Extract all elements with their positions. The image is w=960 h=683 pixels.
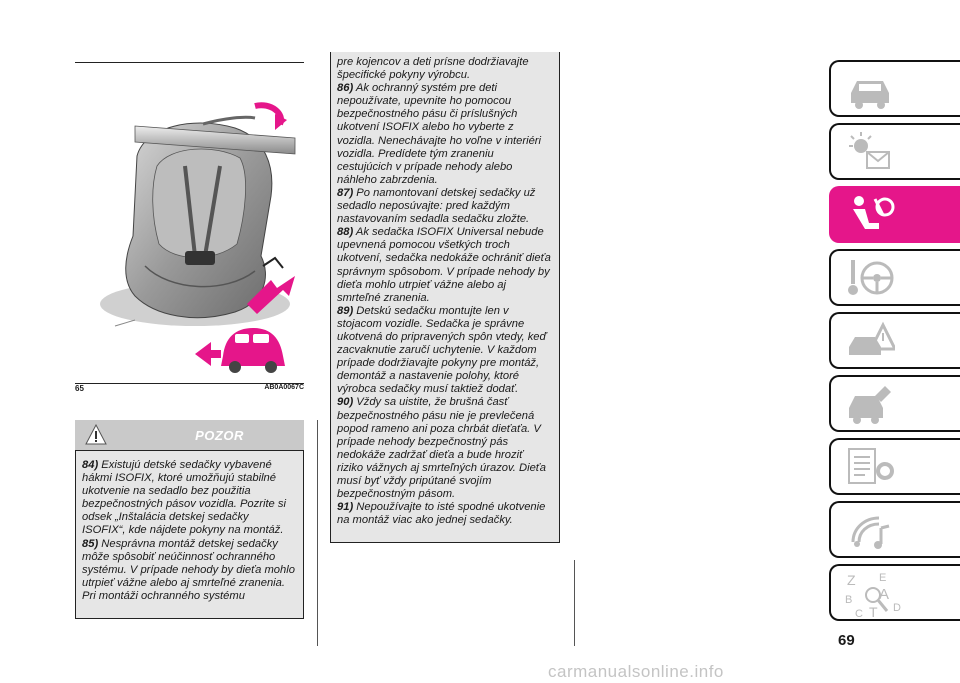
tab-emergency[interactable] xyxy=(829,312,960,369)
column-divider xyxy=(317,420,318,646)
paragraph-number: 91) xyxy=(337,501,354,514)
paragraph-text: Ak ochranný systém pre deti nepoužívate, upevnite ho pomocou bezpečnostného pásu či príslušných ukotvení ISOFIX alebo ho vyberte z vozidla. Nenechávajte ho voľne v interiéri vozidla. Predídete tým zraneniu cestujúcich v prípade nehody alebo náhleho zabrzdenia. xyxy=(337,82,542,186)
paragraph-number: 87) xyxy=(337,186,354,199)
warning-paragraph-90 xyxy=(337,396,551,501)
child-seat-illustration xyxy=(75,66,304,382)
tab-lights-messages[interactable] xyxy=(829,123,960,180)
warning-paragraph-87 xyxy=(337,187,551,226)
technical-data-icon xyxy=(845,445,895,489)
figure-code: AB0A0067C xyxy=(264,384,304,391)
paragraph-number: 86) xyxy=(337,82,354,95)
column-divider-right xyxy=(574,560,575,646)
paragraph-text: Nesprávna montáž detskej sedačky môže spôsobiť neúčinnosť ochranného systému. V prípade nehody by dieťa mohlo utrpieť vážne alebo aj smrteľné zranenia. Pri montáži ochranného systému xyxy=(82,537,295,602)
index-letter: T xyxy=(869,604,878,620)
warning-header xyxy=(75,420,304,450)
alphabetical-index-icon xyxy=(845,571,925,621)
index-letter: D xyxy=(893,602,901,614)
continuation-intro: pre kojencov a deti prísne dodržiavajte špecifické pokyny výrobcu. xyxy=(337,56,529,82)
tab-safety[interactable] xyxy=(829,186,960,243)
top-rule xyxy=(75,62,304,63)
index-letter: C xyxy=(855,608,863,620)
index-letter: A xyxy=(879,586,890,603)
paragraph-text: Vždy sa uistite, že brušná časť bezpečnostného pásu nie je prevlečená popod rameno ani poza chrbát dieťaťa. V prípade nehody bezpečnostný pás nedokáže zadržať dieťa a bude hroziť riziko vážnych aj smrteľných úrazov. Dieťa musí byť vždy pripútané svojím bezpečnostným pásom. xyxy=(337,396,546,501)
key-steering-wheel-icon xyxy=(845,256,895,300)
multimedia-icon xyxy=(845,508,895,552)
paragraph-text: Ak sedačka ISOFIX Universal nebude upevnená pomocou všetkých troch ukotvení, sedačka nedokáže ochrániť dieťa správnym spôsobom. V prípade nehody by dieťa mohlo utrpieť vážne alebo aj smrteľné zranenia. xyxy=(337,226,551,304)
warning-paragraph-88 xyxy=(337,226,551,305)
airbag-passenger-icon xyxy=(845,193,895,237)
watermark: carmanualsonline.info xyxy=(548,662,724,681)
tab-multimedia[interactable] xyxy=(829,501,960,558)
lights-message-icon xyxy=(845,130,895,174)
warning-body xyxy=(75,450,304,619)
breakdown-warning-icon xyxy=(845,319,895,363)
paragraph-text: Nepoužívajte to isté spodné ukotvenie na montáž viac ako jednej sedačky. xyxy=(337,501,546,527)
index-letter: E xyxy=(879,572,887,584)
paragraph-text: Existujú detské sedačky vybavené hákmi ISOFIX, ktoré umožňujú stabilné ukotvenie na sedadlo bez použitia bezpečnostných pásov vozidla. Pozrite si odsek „Inštalácia detskej sedačky ISOFIX“, kde nájdete pokyny na montáž. xyxy=(82,459,286,537)
child-seat-isofix-figure xyxy=(75,66,304,382)
car-dashboard-icon xyxy=(845,67,895,111)
paragraph-number: 88) xyxy=(337,226,354,239)
tab-starting-driving[interactable] xyxy=(829,249,960,306)
figure-number: 65 xyxy=(75,384,84,393)
warning-title: POZOR xyxy=(195,428,244,443)
paragraph-number: 85) xyxy=(82,537,99,550)
warning-paragraph-86 xyxy=(337,82,551,187)
tab-index[interactable] xyxy=(829,564,960,621)
warning-triangle-icon xyxy=(85,424,107,446)
paragraph-text: Po namontovaní detskej sedačky už sedadlo neposúvajte: pred každým nastavovaním sedadla sedačku zložte. xyxy=(337,186,536,226)
index-letter: B xyxy=(845,594,853,606)
warning-paragraph-85 xyxy=(82,538,295,603)
warning-paragraph-91 xyxy=(337,501,551,527)
tab-maintenance[interactable] xyxy=(829,375,960,432)
paragraph-number: 84) xyxy=(82,459,99,471)
paragraph-number: 90) xyxy=(337,396,354,409)
car-service-icon xyxy=(845,382,895,426)
paragraph-number: 89) xyxy=(337,304,354,317)
page-number: 69 xyxy=(838,632,855,649)
tab-technical-data[interactable] xyxy=(829,438,960,495)
warning-paragraph-89 xyxy=(337,305,551,397)
tab-dashboard[interactable] xyxy=(829,60,960,117)
warning-continuation xyxy=(330,52,560,543)
paragraph-text: Detskú sedačku montujte len v stojacom vozidle. Sedačka je správne ukotvená do pripravených spôn vtedy, keď zacvaknutie zaručí uchytenie. V každom prípade dodržiavajte pokyny pre montáž, demontáž a nastavenie polohy, ktoré výrobca sedačky musí taktiež dodať. xyxy=(337,304,547,396)
index-letter: Z xyxy=(847,572,856,588)
warning-paragraph-84 xyxy=(82,459,295,538)
